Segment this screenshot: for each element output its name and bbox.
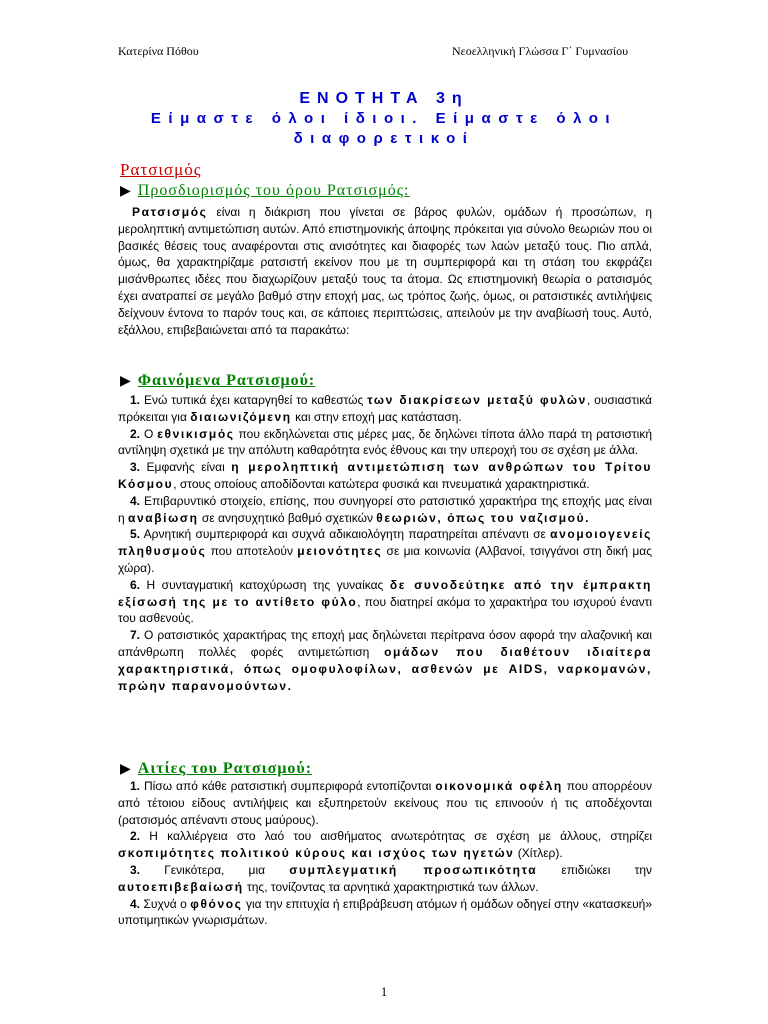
phenomenon-item-text: ομάδων που διαθέτουν ιδιαίτερα χαρακτηριστικά, όπως ομοφυλοφίλων, ασθενών με AIDS, ναρκομανών, πρώην παρανομούντων. (118, 644, 652, 693)
phenomenon-item (118, 459, 652, 493)
cause-item-text: σκοπιμότητες πολιτικού κύρους και ισχύος των ηγετών (118, 846, 515, 861)
phenomenon-item-text: και στην εποχή μας κατάσταση. (291, 409, 462, 424)
definition-text: είναι η διάκριση που γίνεται σε βάρος φυλών, ομάδων ή προσώπων, η μεροληπτική αντιμετώπιση αυτών. Από επιστημονικής άποψης πρόκειται για σύνολο θεωριών που οι βασικές θέσεις τους αναφέρονται στις ανισότητες και διαφορές των λαών μεταξύ τους. Πιο απλά, όμως, θα χαρακτηρίζαμε ρατσιστή εκείνον που με τη συμπεριφορά και τη στάση του εκφράζει μισάνθρωπες ιδέες που διαχωρίζουν μεταξύ τους τα άτομα. Ως επιστημονική θεωρία ο ρατσισμός έχει ανατραπεί σε μεγάλο βαθμό στην εποχή μας, ως τρόπος ζωής, όμως, οι ρατσιστικές αντιλήψεις δείχνουν έντονα το παρόν τους και, σε κάποιες περιπτώσεις, απειλούν με την αναβίωσή τους. Αυτό, εξάλλου, επιβεβαιώνεται από τα παρακάτω: (118, 205, 652, 337)
cause-item-text: της, τονίζοντας τα αρνητικά χαρακτηριστικά των άλλων. (243, 879, 539, 894)
cause-item-text: επιδιώκει την (537, 862, 653, 877)
phenomenon-item-number: 6. (130, 577, 141, 592)
phenomenon-item-text: που εκδηλώνεται στις μέρες μας, δε δηλώνει τίποτα άλλο παρά τη ρατσιστική αντίληψη σχετικά με την απόλυτη καθαρότητα ενός έθνους και την υπεροχή του σε σχέση με άλλα. (118, 426, 652, 458)
cause-item (118, 778, 652, 828)
cause-item-text: φθόνος (190, 896, 243, 911)
phenomenon-item-text: αναβίωση (128, 510, 199, 525)
cause-item-text: οικονομικά οφέλη (435, 779, 563, 793)
cause-item-number: 3. (130, 862, 141, 877)
cause-item-text: αυτοεπιβεβαίωσή (118, 879, 244, 894)
arrow-icon: ▶ (120, 761, 132, 777)
definition-paragraph (118, 204, 652, 338)
cause-item-text: για την επιτυχία ή επιβράβευση ατόμων ή ομάδων οδηγεί στην «κατασκευή» υποτιμητικών γνωρισμάτων. (118, 896, 652, 928)
phenomena-list (118, 392, 652, 694)
cause-item-text: Η καλλιέργεια στο λαό του αισθήματος ανωτερότητας σε σχέση με άλλους, στηρίζει (140, 829, 652, 844)
phenomenon-item-text: που αποτελούν (206, 544, 298, 559)
cause-item-text: Πίσω από κάθε ρατσιστική συμπεριφορά εντοπίζονται (140, 779, 436, 793)
phenomenon-item-text: Αρνητική συμπεριφορά και συχνά αδικαιολόγητη παρατηρείται απέναντι σε (140, 527, 551, 542)
phenomenon-item (118, 627, 652, 694)
phenomenon-item-text: Ενώ τυπικά έχει καταργηθεί το καθεστώς (140, 393, 368, 407)
causes-heading (120, 760, 312, 778)
phenomenon-item-text: διαιωνιζόμενη (190, 409, 292, 424)
phenomenon-item-number: 4. (130, 493, 141, 508)
phenomena-heading (120, 372, 315, 390)
phenomenon-item-text: μειονότητες (297, 544, 383, 559)
phenomenon-item (118, 426, 652, 460)
phenomenon-item-text: δε συνοδεύτηκε από την έμπρακτη εξίσωσή της με το αντίθετο φύλο (118, 577, 652, 609)
cause-item (118, 828, 652, 862)
unit-subtitle-line1: Είμαστε όλοι ίδιοι. Είμαστε όλοι (150, 110, 618, 127)
phenomenon-item-text: Ο (140, 426, 158, 441)
phenomenon-item-text: Η συνταγματική κατοχύρωση της γυναίκας (140, 577, 390, 592)
causes-list (118, 778, 652, 929)
unit-subtitle-line2: διαφορετικοί (293, 130, 475, 147)
phenomenon-item-text: ανομοιογενείς πληθυσμούς (118, 527, 652, 559)
phenomenon-item-text: Εμφανής είναι (140, 460, 232, 475)
phenomenon-item-text: εθνικισμός (157, 426, 235, 441)
phenomenon-item-number: 3. (130, 460, 141, 475)
phenomenon-item-text: σε ανησυχητικό βαθμό σχετικών (198, 510, 377, 525)
phenomenon-item-number: 1. (130, 393, 141, 407)
page-number: 1 (380, 984, 388, 999)
cause-item-number: 1. (130, 779, 141, 793)
phenomenon-item (118, 577, 652, 627)
phenomena-heading-label: Φαινόμενα Ρατσισμού: (137, 372, 316, 389)
phenomenon-item (118, 526, 652, 576)
arrow-icon: ▶ (120, 183, 132, 199)
phenomenon-item-number: 2. (130, 426, 141, 441)
phenomenon-item (118, 392, 652, 426)
definition-heading-label: Προσδιορισμός του όρου Ρατσισμός: (137, 182, 410, 199)
section-title-racism: Ρατσισμός (120, 160, 202, 179)
phenomenon-item-text: , που διατηρεί ακόμα το χαρακτήρα του ισχυρού έναντι του ασθενούς. (118, 594, 652, 626)
header-author: Κατερίνα Πόθου (118, 44, 199, 58)
cause-item (118, 896, 652, 930)
arrow-icon: ▶ (120, 373, 132, 389)
phenomenon-item (118, 493, 652, 527)
cause-item-text: Συχνά ο (140, 896, 191, 911)
cause-item-number: 2. (130, 829, 141, 844)
phenomenon-item-text: σε μια κοινωνία (Αλβανοί, τσιγγάνοι στη δική μας χώρα). (118, 544, 652, 575)
cause-item (118, 862, 652, 896)
phenomenon-item-text: η μεροληπτική αντιμετώπιση των ανθρώπων του Τρίτου Κόσμου (118, 460, 652, 491)
definition-term: Ρατσισμός (132, 205, 208, 219)
definition-heading (120, 182, 410, 200)
phenomenon-item-text: Επιβαρυντικό στοιχείο, επίσης, που συνηγορεί στο ρατσιστικό χαρακτήρα της εποχής μας είναι η (118, 493, 652, 525)
cause-item-text: που απορρέουν από τέτοιου είδους αντιλήψεις και εξυπηρετούν εκείνους που τις επινοούν ή τις αποδέχονται (ρατσισμός απέναντι στους μαύρους). (118, 779, 652, 827)
cause-item-text: Γενικότερα, μια (140, 862, 290, 877)
phenomenon-item-text: των διακρίσεων μεταξύ φυλών (367, 393, 587, 407)
phenomenon-item-text: θεωριών, όπως του ναζισμού. (376, 510, 591, 525)
unit-title: ΕΝΟΤΗΤΑ 3η (299, 90, 469, 107)
header-course: Νεοελληνική Γλώσσα Γ΄ Γυμνασίου (452, 44, 629, 58)
cause-item-text: συμπλεγματική προσωπικότητα (289, 862, 538, 877)
phenomenon-item-text: Ο ρατσιστικός χαρακτήρας της εποχή μας δηλώνεται περίτρανα όσον αφορά την αλαζονική και απάνθρωπη πολλές φορές αντιμετώπιση (118, 628, 652, 659)
causes-heading-label: Αιτίες του Ρατσισμού: (137, 760, 313, 777)
phenomenon-item-number: 5. (130, 527, 141, 542)
phenomenon-item-number: 7. (130, 628, 141, 643)
cause-item-text: (Χίτλερ). (514, 846, 563, 861)
phenomenon-item-text: , ουσιαστικά πρόκειται για (118, 393, 652, 424)
cause-item-number: 4. (130, 896, 141, 911)
phenomenon-item-text: , στους οποίους αποδίδονται κατώτερα φυσικά και πνευματικά χαρακτηριστικά. (173, 476, 590, 491)
